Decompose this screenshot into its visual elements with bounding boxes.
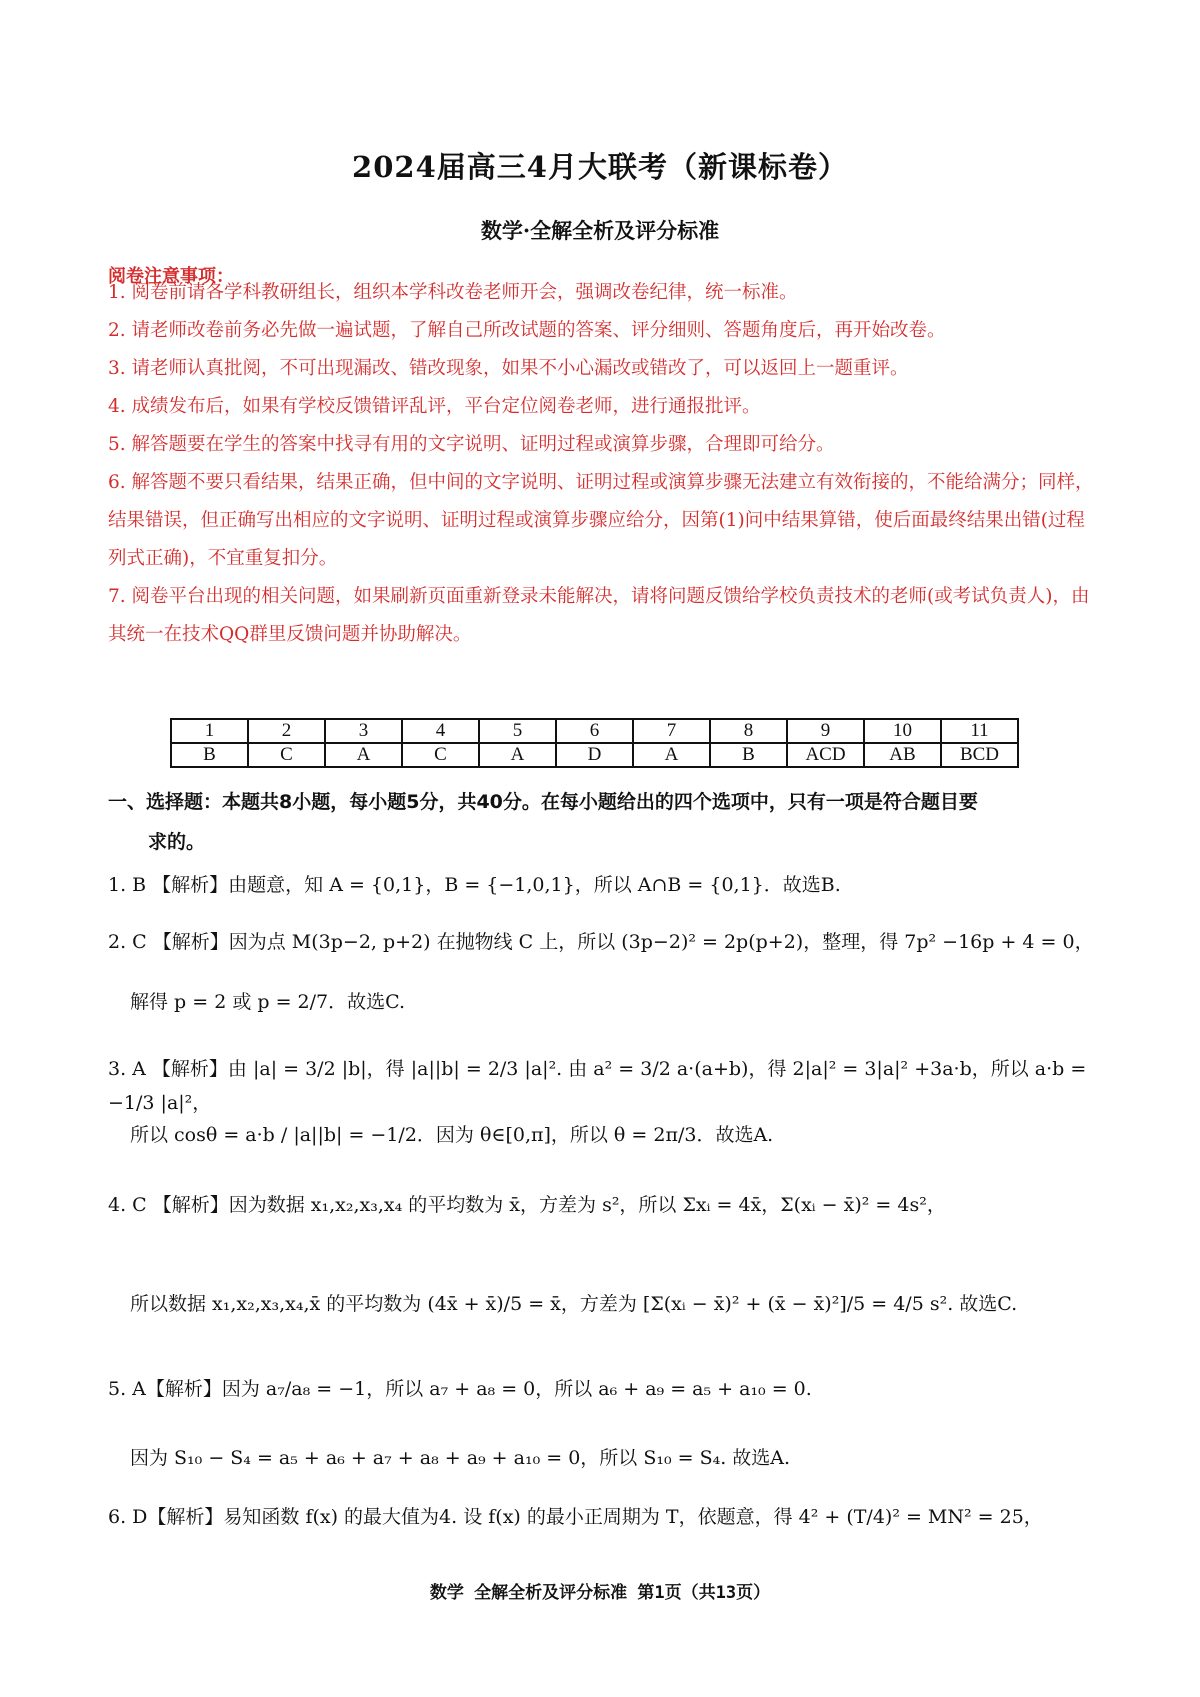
page-title: 2024届高三4月大联考（新课标卷） xyxy=(352,150,848,184)
question-number-cell: 3 xyxy=(325,719,402,743)
question-number-cell: 8 xyxy=(710,719,787,743)
answer-q5: 5. A【解析】因为 a₇/a₈ = −1，所以 a₇ + a₈ = 0，所以 a₆ + a₉ = a₅ + a₁₀ = 0. xyxy=(108,1378,812,1400)
answer-cell: BCD xyxy=(941,743,1018,767)
answer-cell: A xyxy=(325,743,402,767)
question-number-cell: 9 xyxy=(787,719,864,743)
answer-q1: 1. B 【解析】由题意，知 A = {0,1}，B = {−1,0,1}，所以 A∩B = {0,1}．故选B. xyxy=(108,874,841,896)
question-number-cell: 11 xyxy=(941,719,1018,743)
question-number-cell: 2 xyxy=(248,719,325,743)
notice-item: 6. 解答题不要只看结果，结果正确，但中间的文字说明、证明过程或演算步骤无法建立有效衔接的，不能给满分；同样，结果错误，但正确写出相应的文字说明、证明过程或演算步骤应给分，因第(1)问中结果算错，使后面最终结果出错(过程列式正确)，不宜重复扣分。 xyxy=(108,472,1094,569)
notice-item: 2. 请老师改卷前务必先做一遍试题，了解自己所改试题的答案、评分细则、答题角度后，再开始改卷。 xyxy=(108,320,946,341)
question-number-cell: 6 xyxy=(556,719,633,743)
notice-item: 3. 请老师认真批阅，不可出现漏改、错改现象，如果不小心漏改或错改了，可以返回上一题重评。 xyxy=(108,358,909,379)
answer-table-number-row xyxy=(171,719,1018,743)
notice-list xyxy=(108,274,1096,654)
page-subtitle: 数学·全解全析及评分标准 xyxy=(480,218,720,243)
section-heading-line: 求的。 xyxy=(148,831,206,853)
answer-cell: B xyxy=(171,743,248,767)
answer-cell: ACD xyxy=(787,743,864,767)
answer-cell: B xyxy=(710,743,787,767)
notice-heading: 阅卷注意事项： xyxy=(108,266,234,287)
question-number-cell: 10 xyxy=(864,719,941,743)
answer-q2: 2. C 【解析】因为点 M(3p−2, p+2) 在抛物线 C 上，所以 (3p−2)² = 2p(p+2)，整理，得 7p² −16p + 4 = 0， xyxy=(108,931,1094,953)
notice-item: 7. 阅卷平台出现的相关问题，如果刷新页面重新登录未能解决，请将问题反馈给学校负责技术的老师(或考试负责人)，由其统一在技术QQ群里反馈问题并协助解决。 xyxy=(108,586,1090,645)
question-number-cell: 5 xyxy=(479,719,556,743)
answer-cell: A xyxy=(479,743,556,767)
answer-q3-cont: 所以 cosθ = a·b / |a||b| = −1/2．因为 θ∈[0,π]，所以 θ = 2π/3．故选A. xyxy=(130,1124,774,1146)
notice-item: 5. 解答题要在学生的答案中找寻有用的文字说明、证明过程或演算步骤，合理即可给分。 xyxy=(108,434,835,455)
answer-cell: C xyxy=(248,743,325,767)
answer-cell: AB xyxy=(864,743,941,767)
notice-item: 1. 阅卷前请各学科教研组长，组织本学科改卷老师开会，强调改卷纪律，统一标准。 xyxy=(108,282,798,303)
answer-q4: 4. C 【解析】因为数据 x₁,x₂,x₃,x₄ 的平均数为 x̄，方差为 s²，所以 Σxᵢ = 4x̄，Σ(xᵢ − x̄)² = 4s²， xyxy=(108,1194,946,1216)
page-footer: 数学 全解全析及评分标准 第1页（共13页） xyxy=(429,1583,771,1603)
answer-q2-cont: 解得 p = 2 或 p = 2/7．故选C. xyxy=(130,991,406,1013)
notice-item: 4. 成绩发布后，如果有学校反馈错评乱评，平台定位阅卷老师，进行通报批评。 xyxy=(108,396,761,417)
answer-q3: 3. A 【解析】由 |a| = 3/2 |b|，得 |a||b| = 2/3 |a|². 由 a² = 3/2 a·(a+b)，得 2|a|² = 3|a|² +3a·b，所以 a·b = −1/3 |a|²， xyxy=(108,1058,1087,1114)
question-number-cell: 4 xyxy=(402,719,479,743)
answer-q5-cont: 因为 S₁₀ − S₄ = a₅ + a₆ + a₇ + a₈ + a₉ + a₁₀ = 0，所以 S₁₀ = S₄. 故选A. xyxy=(130,1447,791,1469)
answer-q6: 6. D【解析】易知函数 f(x) 的最大值为4. 设 f(x) 的最小正周期为 T，依题意，得 4² + (T/4)² = MN² = 25， xyxy=(108,1506,1043,1528)
answer-cell: D xyxy=(556,743,633,767)
question-number-cell: 1 xyxy=(171,719,248,743)
answer-table xyxy=(170,718,1019,768)
section-heading xyxy=(108,782,1098,862)
section-heading-line: 一、选择题：本题共8小题，每小题5分，共40分。在每小题给出的四个选项中，只有一项是符合题目要 xyxy=(108,791,978,813)
answer-table-answer-row xyxy=(171,743,1018,767)
answer-q4-cont: 所以数据 x₁,x₂,x₃,x₄,x̄ 的平均数为 (4x̄ + x̄)/5 = x̄，方差为 [Σ(xᵢ − x̄)² + (x̄ − x̄)²]/5 = 4/5 s². 故选C. xyxy=(130,1293,1018,1315)
answer-cell: A xyxy=(633,743,710,767)
answer-cell: C xyxy=(402,743,479,767)
question-number-cell: 7 xyxy=(633,719,710,743)
